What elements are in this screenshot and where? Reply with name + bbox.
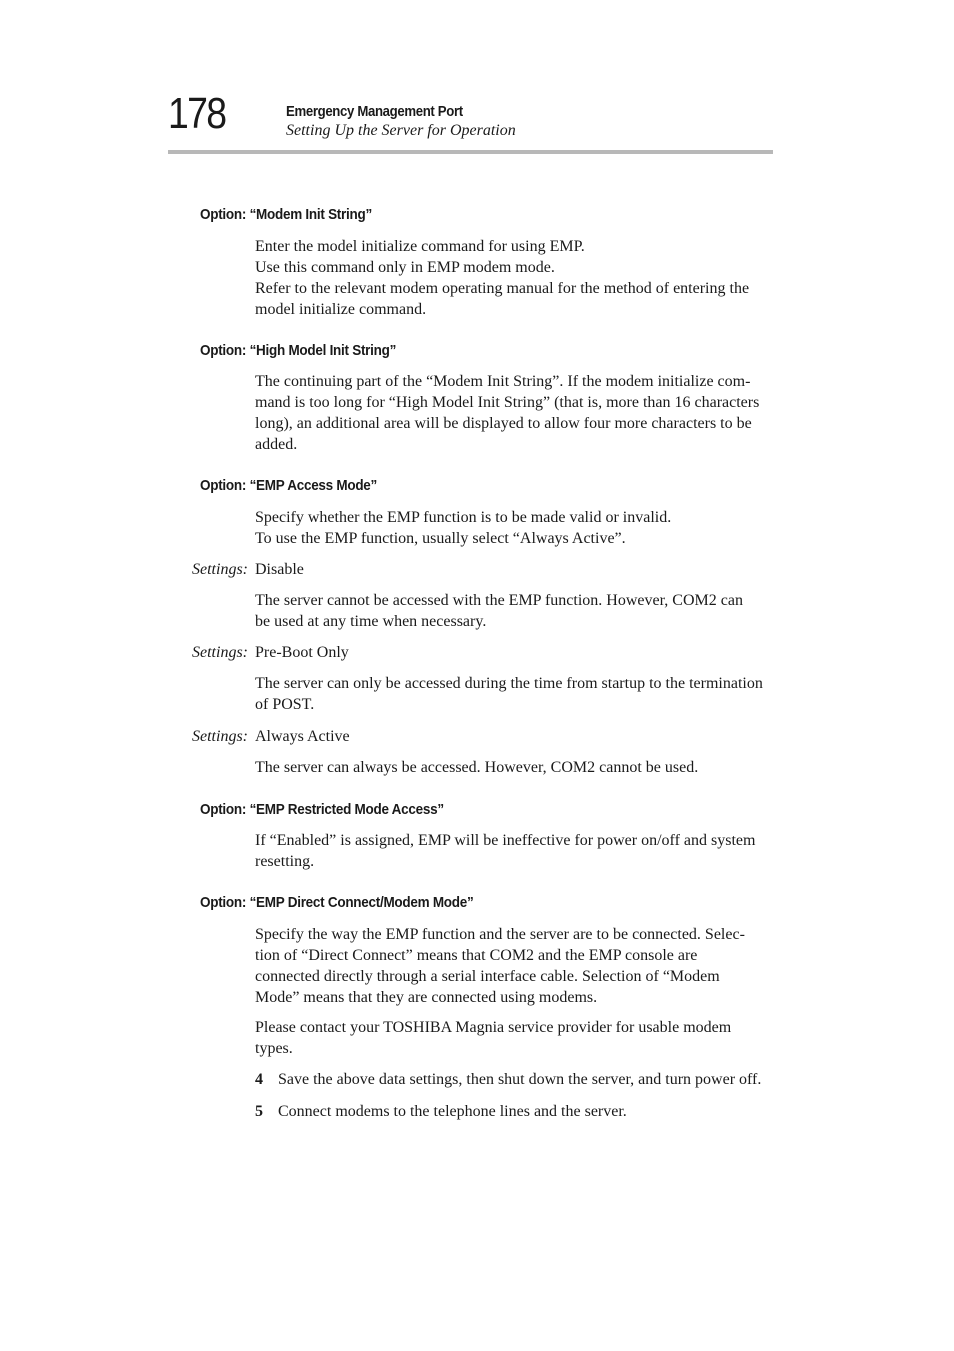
- settings-label: Settings:: [192, 644, 248, 661]
- text-line: The server cannot be accessed with the EMP function. However, COM2 can: [255, 592, 743, 609]
- settings-description: [255, 757, 775, 778]
- settings-value-always-active: Always Active: [255, 728, 350, 745]
- option-heading-modem-init-string: Option: “Modem Init String”: [200, 206, 372, 223]
- text-line: connected directly through a serial interface cable. Selection of “Modem: [255, 968, 720, 985]
- option-description: [255, 371, 775, 455]
- text-line: types.: [255, 1040, 293, 1057]
- text-line: model initialize command.: [255, 301, 427, 318]
- text-line: Use this command only in EMP modem mode.: [255, 259, 555, 276]
- text-line: long), an additional area will be displayed to allow four more characters to be: [255, 415, 752, 432]
- settings-value-pre-boot-only: Pre-Boot Only: [255, 644, 349, 661]
- step-number: 5: [255, 1103, 263, 1120]
- section-title: Setting Up the Server for Operation: [286, 122, 516, 139]
- header-rule: [168, 150, 773, 154]
- text-line: The continuing part of the “Modem Init String”. If the modem initialize com-: [255, 373, 751, 390]
- option-description: [255, 1017, 775, 1059]
- text-line: Refer to the relevant modem operating manual for the method of entering the: [255, 280, 750, 297]
- settings-label: Settings:: [192, 561, 248, 578]
- text-line: mand is too long for “High Model Init String” (that is, more than 16 characters: [255, 394, 760, 411]
- option-heading-high-model-init-string: Option: “High Model Init String”: [200, 342, 397, 359]
- settings-label: Settings:: [192, 728, 248, 745]
- settings-description: [255, 590, 775, 632]
- text-line: resetting.: [255, 853, 315, 870]
- step-text: Save the above data settings, then shut down the server, and turn power off.: [278, 1071, 762, 1088]
- text-line: Enter the model initialize command for using EMP.: [255, 238, 585, 255]
- text-line: added.: [255, 436, 298, 453]
- text-line: Specify whether the EMP function is to be made valid or invalid.: [255, 509, 672, 526]
- page-number: 178: [168, 89, 226, 138]
- text-line: Please contact your TOSHIBA Magnia service provider for usable modem: [255, 1019, 732, 1036]
- text-line: be used at any time when necessary.: [255, 613, 487, 630]
- text-line: The server can always be accessed. However, COM2 cannot be used.: [255, 759, 699, 776]
- text-line: If “Enabled” is assigned, EMP will be ineffective for power on/off and system: [255, 832, 756, 849]
- step-number: 4: [255, 1071, 263, 1088]
- option-description: [255, 830, 775, 872]
- settings-value-disable: Disable: [255, 561, 304, 578]
- option-description: [255, 507, 775, 549]
- option-heading-emp-restricted-mode-access: Option: “EMP Restricted Mode Access”: [200, 801, 444, 818]
- text-line: tion of “Direct Connect” means that COM2 and the EMP console are: [255, 947, 698, 964]
- step-text: Connect modems to the telephone lines and the server.: [278, 1103, 627, 1120]
- option-heading-emp-access-mode: Option: “EMP Access Mode”: [200, 477, 378, 494]
- option-description: [255, 924, 775, 1008]
- option-heading-emp-direct-connect-modem-mode: Option: “EMP Direct Connect/Modem Mode”: [200, 894, 474, 911]
- settings-description: [255, 673, 775, 715]
- text-line: Mode” means that they are connected using modems.: [255, 989, 598, 1006]
- chapter-title: Emergency Management Port: [286, 103, 463, 120]
- text-line: of POST.: [255, 696, 315, 713]
- text-line: Specify the way the EMP function and the server are to be connected. Selec-: [255, 926, 745, 943]
- text-line: The server can only be accessed during the time from startup to the termination: [255, 675, 763, 692]
- option-description: [255, 236, 775, 320]
- text-line: To use the EMP function, usually select “Always Active”.: [255, 530, 626, 547]
